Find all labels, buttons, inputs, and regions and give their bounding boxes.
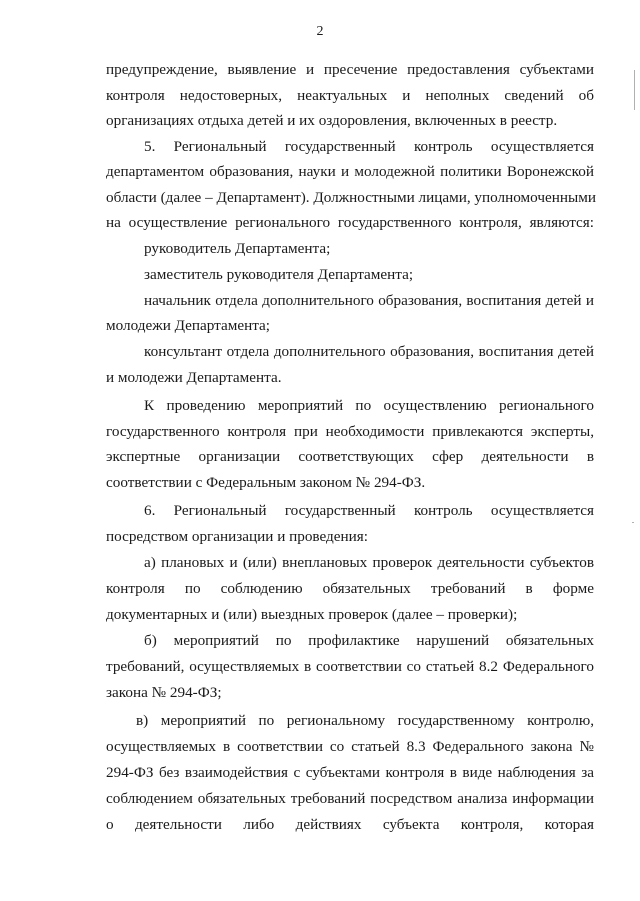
text-line: в) мероприятий по региональному государственному контролю,	[136, 712, 594, 729]
text-line: контроля по соблюдению обязательных требований в форме	[106, 580, 594, 597]
text-line: руководитель Департамента;	[144, 240, 331, 257]
text-line: соблюдением обязательных требований посредством анализа информации	[106, 790, 594, 807]
text-line: требований, осуществляемых в соответствии со статьей 8.2 Федерального	[106, 658, 594, 675]
text-line: государственного контроля при необходимости привлекаются эксперты,	[106, 423, 594, 440]
page-number: 2	[316, 24, 324, 39]
text-line: на осуществление регионального государственного контроля, являются:	[106, 214, 594, 231]
text-line: молодежи Департамента;	[106, 317, 270, 334]
text-line: о деятельности либо действиях субъекта контроля, которая	[106, 816, 594, 833]
text-line: консультант отдела дополнительного образования, воспитания детей	[144, 343, 594, 360]
scan-edge-mark	[632, 522, 634, 523]
text-line: заместитель руководителя Департамента;	[144, 266, 414, 283]
text-line: К проведению мероприятий по осуществлению регионального	[144, 397, 594, 414]
text-line: области (далее – Департамент). Должностными лицами, уполномоченными	[106, 189, 596, 206]
text-line: посредством организации и проведения:	[106, 528, 368, 545]
text-line: б) мероприятий по профилактике нарушений обязательных	[144, 632, 594, 649]
text-line: закона № 294-ФЗ;	[106, 684, 222, 701]
text-line: и молодежи Департамента.	[106, 369, 282, 386]
text-line: предупреждение, выявление и пресечение предоставления субъектами	[106, 61, 594, 78]
text-line: 6. Региональный государственный контроль осуществляется	[144, 502, 594, 519]
text-line: контроля недостоверных, неактуальных и неполных сведений об	[106, 87, 594, 104]
text-line: организациях отдыха детей и их оздоровления, включенных в реестр.	[106, 112, 558, 129]
text-line: экспертные организации соответствующих сфер деятельности в	[106, 448, 594, 465]
text-line: документарных и (или) выездных проверок (далее – проверки);	[106, 606, 518, 623]
text-line: осуществляемых в соответствии со статьей 8.3 Федерального закона №	[106, 738, 594, 755]
text-line: 5. Региональный государственный контроль осуществляется	[144, 138, 594, 155]
text-line: департаментом образования, науки и молодежной политики Воронежской	[106, 163, 594, 180]
scan-edge-mark	[634, 70, 635, 110]
text-line: а) плановых и (или) внеплановых проверок деятельности субъектов	[144, 554, 594, 571]
text-line: начальник отдела дополнительного образования, воспитания детей и	[144, 292, 594, 309]
text-line: 294-ФЗ без взаимодействия с субъектами контроля в виде наблюдения за	[106, 764, 594, 781]
text-line: соответствии с Федеральным законом № 294-ФЗ.	[106, 474, 426, 491]
